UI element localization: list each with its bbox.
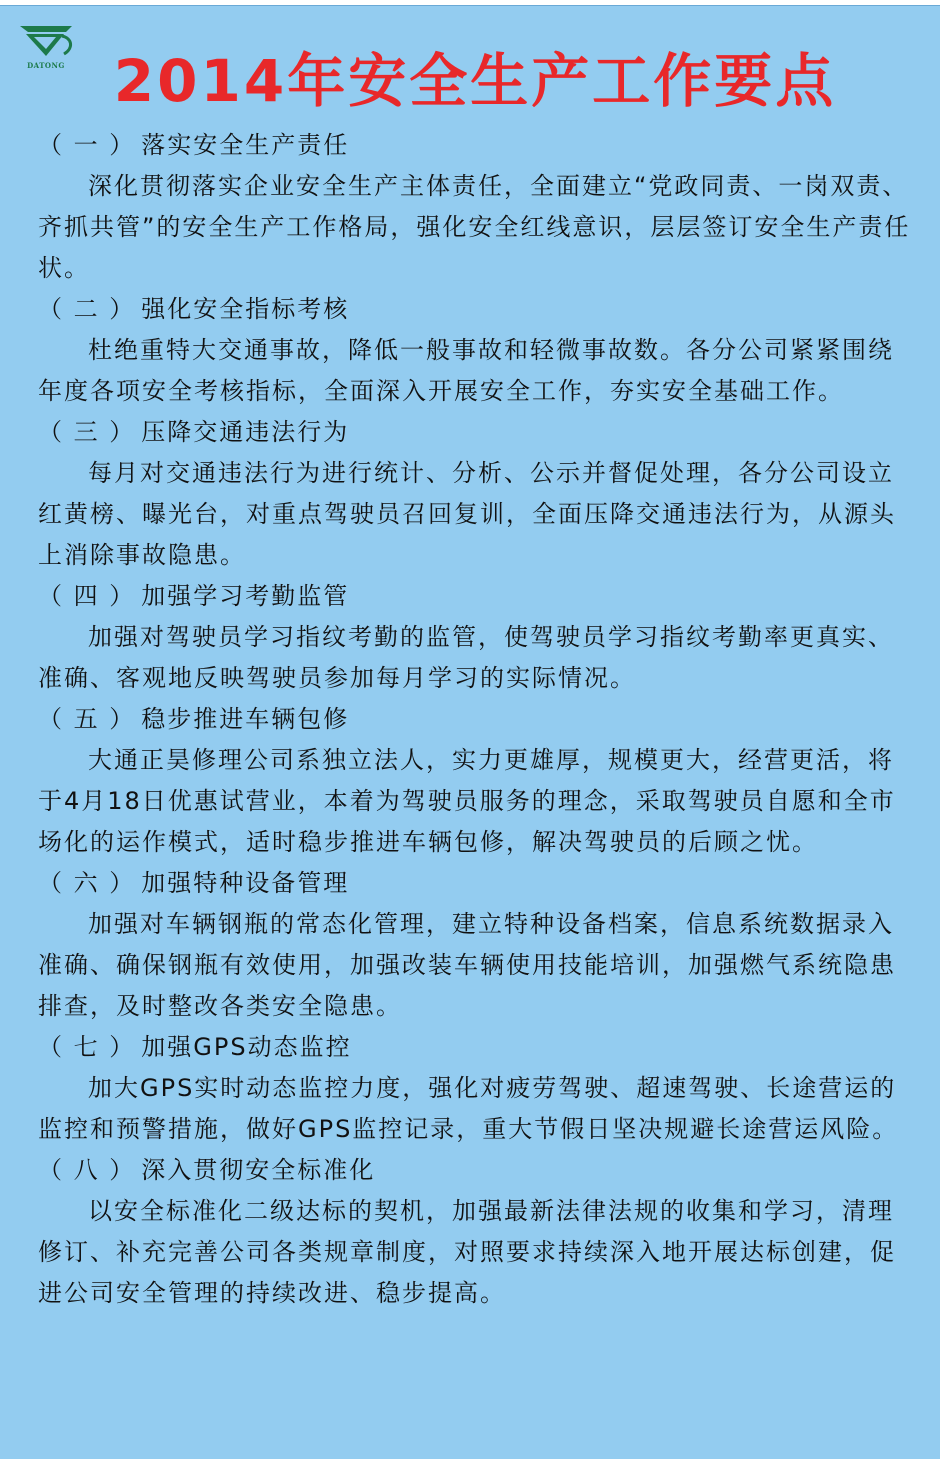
section-heading-text: 落实安全生产责任 <box>141 131 350 159</box>
section-number: （ 四 ） <box>38 582 136 610</box>
section-heading <box>38 1027 918 1068</box>
poster <box>0 5 940 1459</box>
section-paragraph: 加强对车辆钢瓶的常态化管理，建立特种设备档案，信息系统数据录入准确、确保钢瓶有效使用，加强改装车辆使用技能培训，加强燃气系统隐患排查，及时整改各类安全隐患。 <box>38 910 896 1020</box>
section-number: （ 二 ） <box>38 295 136 323</box>
section-paragraph: 加大GPS实时动态监控力度，强化对疲劳驾驶、超速驾驶、长途营运的监控和预警措施，做好GPS监控记录，重大节假日坚决规避长途营运风险。 <box>38 1074 899 1143</box>
section-heading-text: 加强GPS动态监控 <box>141 1033 352 1061</box>
section-heading-text: 强化安全指标考核 <box>141 295 350 323</box>
logo-text: DATONG <box>27 61 65 70</box>
section-heading <box>38 289 918 330</box>
section-8 <box>38 1150 918 1314</box>
page-title: 2014年安全生产工作要点 <box>113 47 837 115</box>
section-2 <box>38 289 918 412</box>
content <box>38 125 918 1314</box>
section-heading <box>38 699 918 740</box>
section-6 <box>38 863 918 1027</box>
section-number: （ 五 ） <box>38 705 136 733</box>
section-number: （ 一 ） <box>38 131 136 159</box>
section-heading-text: 稳步推进车辆包修 <box>141 705 350 733</box>
section-number: （ 八 ） <box>38 1156 136 1184</box>
section-paragraph: 大通正昊修理公司系独立法人，实力更雄厚，规模更大，经营更活，将于4月18日优惠试营业，本着为驾驶员服务的理念，采取驾驶员自愿和全市场化的运作模式，适时稳步推进车辆包修，解决驾驶员的后顾之忧。 <box>38 746 896 856</box>
section-paragraph: 杜绝重特大交通事故，降低一般事故和轻微事故数。各分公司紧紧围绕年度各项安全考核指标，全面深入开展安全工作，夯实安全基础工作。 <box>38 336 894 405</box>
section-3 <box>38 412 918 576</box>
section-5 <box>38 699 918 863</box>
section-paragraph: 每月对交通违法行为进行统计、分析、公示并督促处理，各分公司设立红黄榜、曝光台，对重点驾驶员召回复训，全面压降交通违法行为，从源头上消除事故隐患。 <box>38 459 896 569</box>
section-paragraph: 加强对驾驶员学习指纹考勤的监管，使驾驶员学习指纹考勤率更真实、准确、客观地反映驾驶员参加每月学习的实际情况。 <box>38 623 894 692</box>
section-7 <box>38 1027 918 1150</box>
section-heading-text: 压降交通违法行为 <box>141 418 350 446</box>
section-number: （ 三 ） <box>38 418 136 446</box>
section-4 <box>38 576 918 699</box>
section-paragraph: 以安全标准化二级达标的契机，加强最新法律法规的收集和学习，清理修订、补充完善公司各类规章制度，对照要求持续深入地开展达标创建，促进公司安全管理的持续改进、稳步提高。 <box>38 1197 896 1307</box>
section-heading <box>38 412 918 453</box>
section-heading-text: 加强特种设备管理 <box>141 869 350 897</box>
section-number: （ 七 ） <box>38 1033 136 1061</box>
section-heading <box>38 576 918 617</box>
section-heading-text: 深入贯彻安全标准化 <box>141 1156 376 1184</box>
section-paragraph: 深化贯彻落实企业安全生产主体责任，全面建立“党政同责、一岗双责、齐抓共管”的安全生产工作格局，强化安全红线意识，层层签订安全生产责任状。 <box>38 172 911 282</box>
section-heading-text: 加强学习考勤监管 <box>141 582 350 610</box>
section-heading <box>38 863 918 904</box>
section-heading <box>38 125 918 166</box>
section-1 <box>38 125 918 289</box>
section-number: （ 六 ） <box>38 869 136 897</box>
section-heading <box>38 1150 918 1191</box>
